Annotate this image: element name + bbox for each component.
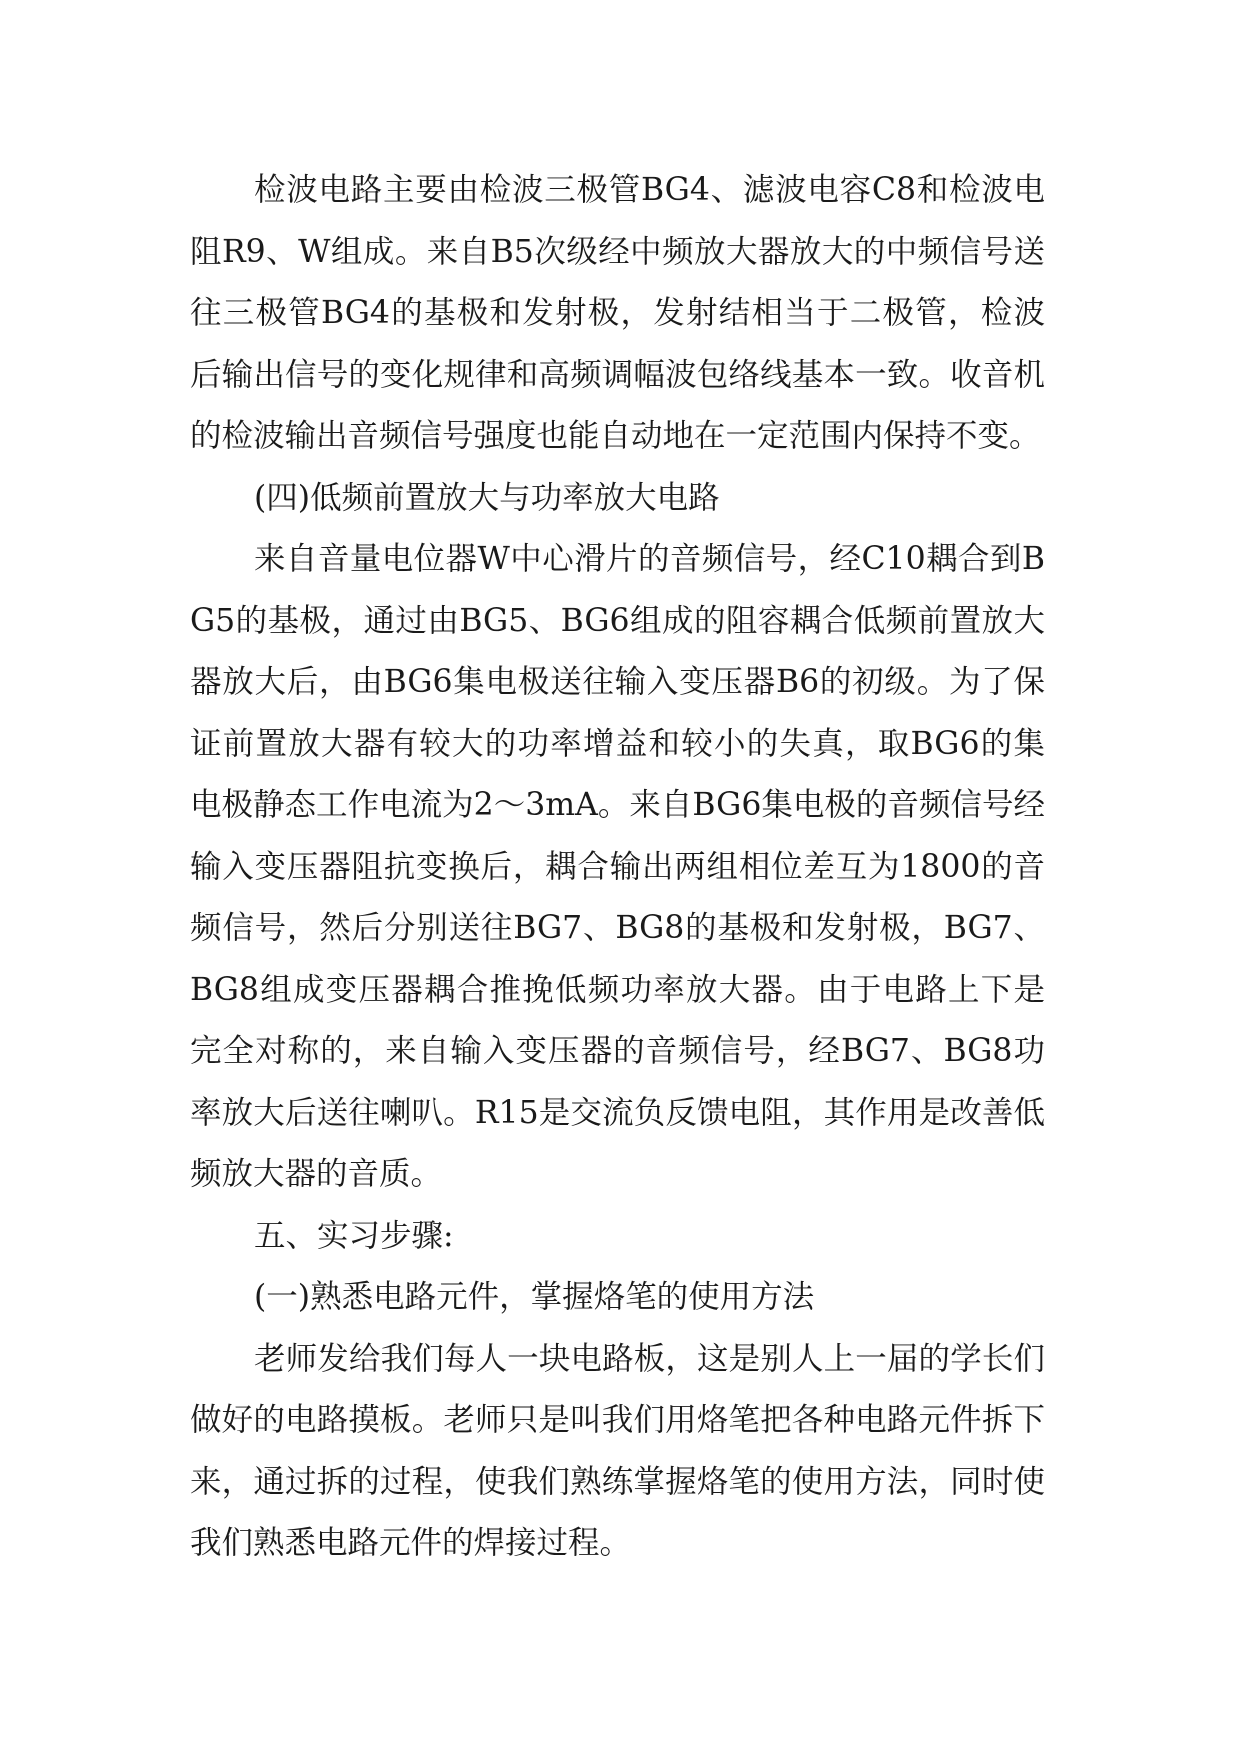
heading-low-frequency-amplifier: (四)低频前置放大与功率放大电路 bbox=[254, 479, 720, 516]
paragraph-amplifier-circuit: 来自音量电位器W中心滑片的音频信号，经C10耦合到BG5的基极，通过由BG5、BG6组成的阻容耦合低频前置放大器放大后，由BG6集电极送往输入变压器B6的初级。为了保证前置放大器有较大的功率增益和较小的失真，取BG6的集电极静态工作电流为2～3mA。来自BG6集电极的音频信号经输入变压器阻抗变换后，耦合输出两组相位差互为1800的音频信号，然后分别送往BG7、BG8的基极和发射极，BG7、BG8组成变压器耦合推挽低频功率放大器。由于电路上下是完全对称的，来自输入变压器的音频信号，经BG7、BG8功率放大后送往喇叭。R15是交流负反馈电阻，其作用是改善低频放大器的音质。 bbox=[190, 541, 1045, 1192]
document-body bbox=[190, 160, 1045, 1575]
heading-familiarize-components: (一)熟悉电路元件，掌握烙笔的使用方法 bbox=[254, 1279, 815, 1315]
paragraph-circuit-board: 老师发给我们每人一块电路板，这是别人上一届的学长们做好的电路摸板。老师只是叫我们用烙笔把各种电路元件拆下来，通过拆的过程，使我们熟练掌握烙笔的使用方法，同时使我们熟悉电路元件的焊接过程。 bbox=[190, 1340, 1045, 1561]
heading-practice-steps: 五、实习步骤: bbox=[254, 1217, 454, 1254]
paragraph-detector-circuit: 检波电路主要由检波三极管BG4、滤波电容C8和检波电阻R9、W组成。来自B5次级经中频放大器放大的中频信号送往三极管BG4的基极和发射极，发射结相当于二极管，检波后输出信号的变化规律和高频调幅波包络线基本一致。收音机的检波输出音频信号强度也能自动地在一定范围内保持不变。 bbox=[190, 172, 1045, 454]
